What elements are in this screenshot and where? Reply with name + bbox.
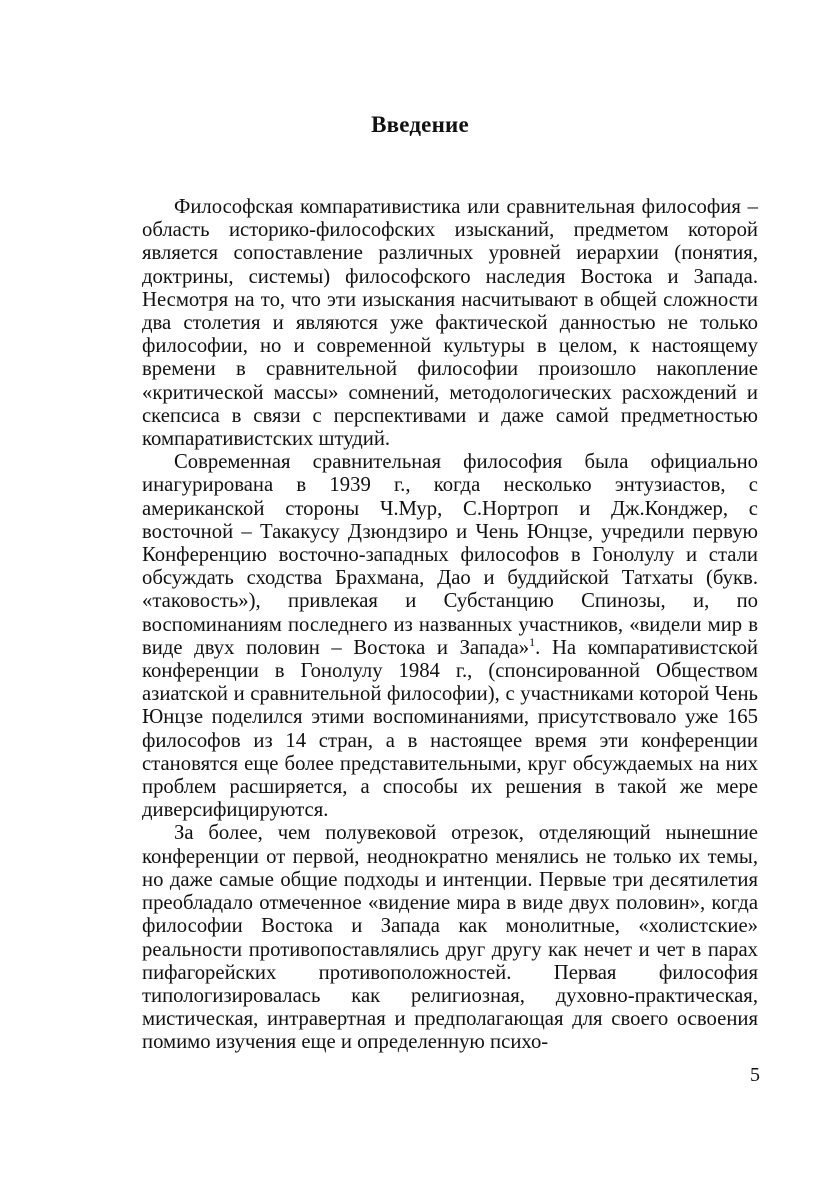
paragraph-2-text-b: . На компаративистской конференции в Гонолулу 1984 г., (спонсированной Обществом азиатской и сравнительной философии), с участниками которой Чень Юнцзе поделился этими воспоминаниями, присутствовало уже 165 философов из 14 стран, а в настоящее время эти конференции становятся еще более представительными, круг обсуждаемых на них проблем расширяется, а способы их решения в такой же мере диверсифицируются. <box>142 636 759 822</box>
page-number: 5 <box>750 1064 760 1086</box>
paragraph-1: Философская компаративистика или сравнительная философия – область историко-философских изысканий, предметом которой является сопоставление различных уровней иерархии (понятия, доктрины, системы) философского наследия Востока и Запада. Несмотря на то, что эти изыскания насчитывают в общей сложности два столетия и являются уже фактической данностью не только философии, но и современной культуры в целом, к настоящему времени в сравнительной философии произошло накопление «критической массы» сомнений, методологических расхождений и скепсиса в связи с перспективами и даже самой предметностью компаративистских штудий. <box>142 196 758 451</box>
paragraph-2-text-a: Современная сравнительная философия была официально инагурирована в 1939 г., когда несколько энтузиастов, с американской стороны Ч.Мур, С.Нортроп и Дж.Конджер, с восточной – Такакусу Дзюндзиро и Чень Юнцзе, учредили первую Конференцию восточно-западных философов в Гонолулу и стали обсуждать сходства Брахмана, Дао и буддийской Татхаты (букв. «таковость»), привлекая и Субстанцию Спинозы, и, по воспоминаниям последнего из названных участников, «видели мир в виде двух половин – Востока и Запада» <box>142 451 758 659</box>
paragraph-2 <box>142 451 758 822</box>
paragraph-3: За более, чем полувековой отрезок, отделяющий нынешние конференции от первой, неоднократно менялись не только их темы, но даже самые общие подходы и интенции. Первые три десятилетия преобладало отмеченное «видение мира в виде двух половин», когда философии Востока и Запада как монолитные, «холистские» реальности противопоставлялись друг другу как нечет и чет в парах пифагорейских противоположностей. Первая философия типологизировалась как религиозная, духовно-практическая, мистическая, интравертная и предполагающая для своего освоения помимо изучения еще и определенную психо- <box>142 822 758 1054</box>
page-title: Введение <box>371 112 469 137</box>
footnote-reference: 1 <box>529 634 536 649</box>
body-text <box>142 196 758 1055</box>
